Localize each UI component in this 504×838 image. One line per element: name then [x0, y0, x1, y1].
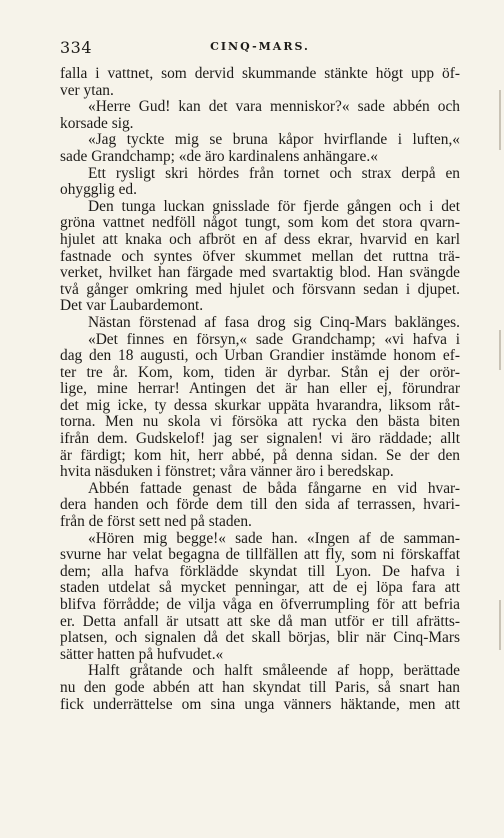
text-line: två gånger omkring med hjulet och försvann sedan i djupet. — [60, 281, 460, 298]
text-line: Ett rysligt skri hördes från tornet och strax derpå en — [88, 165, 460, 182]
text-line: lige, mine herrar! Antingen det är han eller ej, förundrar — [60, 381, 460, 398]
text-line: er. Detta anfall är utsatt att ske då man utför er till afrätts- — [60, 613, 460, 630]
page-edge-shadow — [499, 330, 501, 370]
text-line: Abbén fattade genast de båda fångarne en vid hvar- — [88, 480, 460, 497]
text-line: verket, hvilket han färgade med svartaktig blod. Han svängde — [60, 265, 460, 282]
text-line: nu den gode abbén att han skyndat till Paris, så snart han — [60, 679, 460, 696]
text-line: blifva förrådde; de vilja våga en öfverrumpling för att befria — [60, 597, 460, 613]
text-line: gröna vattnet nedföll något tungt, som kom det stora qvarn- — [60, 215, 460, 232]
text-line: svurne har velat begagna de tillfällen att fly, som ni förskaffat — [60, 547, 460, 564]
text-line: «Jag tyckte mig se bruna kåpor hvirflande i luften,« — [88, 132, 460, 149]
text-line: ohygglig ed. — [60, 182, 137, 199]
text-line: det mig icke, ty dessa skurkar uppäta hvarandra, liksom råt- — [60, 397, 460, 414]
text-line: staden utdelat så mycket penningar, att de ej löpa fara att — [60, 580, 460, 597]
text-line: «Hören mig begge!« sade han. «Ingen af de samman- — [88, 530, 460, 547]
text-line: Den tunga luckan gnisslade för fjerde gången och i det — [88, 198, 460, 215]
text-line: «Det finnes en försyn,« sade Grandchamp; «vi hafva i — [88, 331, 460, 348]
page-edge-shadow — [499, 90, 501, 150]
text-line: platsen, och signalen då det skall börjas, blir när Cinq-Mars — [60, 630, 460, 647]
text-line: falla i vattnet, som dervid skummande stänkte högt upp öf- — [60, 66, 460, 82]
text-line: ver ytan. — [60, 82, 114, 99]
text-line: hjulet att knaka och afbröt en af dess ekrar, hvarvid en karl — [60, 231, 460, 248]
running-title: CINQ-MARS. — [210, 40, 310, 53]
text-line: Halft gråtande och halft småleende af hopp, berättade — [88, 663, 460, 680]
text-line: sätter hatten på hufvudet.« — [60, 646, 224, 663]
text-line: ter tre år. Kom, kom, tiden är dyrbar. Stån ej der orör- — [60, 364, 460, 381]
page-number: 334 — [60, 38, 93, 57]
page-edge-shadow — [499, 600, 501, 650]
text-line: Nästan förstenad af fasa drog sig Cinq-Mars baklänges. — [88, 314, 460, 331]
text-line: dag den 18 augusti, och Urban Grandier instämde honom ef- — [60, 348, 460, 365]
page-header — [60, 38, 460, 60]
text-line: är färdigt; kom hit, herr abbé, på denna sidan. Se der den — [60, 447, 460, 464]
text-line: dem; alla hafva förklädde skyndat till Lyon. De hafva i — [60, 563, 460, 580]
text-line: ifrån dem. Gudskelof! jag ser signalen! vi äro räddade; allt — [60, 431, 460, 448]
text-line: sade Grandchamp; «de äro kardinalens anhängare.« — [60, 148, 378, 165]
text-line: fick underrättelse om sina unga vänners häktande, men att — [60, 696, 460, 713]
text-line: dera handen och förde dem till den sida af terrassen, hvari- — [60, 497, 460, 514]
body-text — [60, 66, 460, 713]
text-line: från de först sett ned på staden. — [60, 514, 252, 531]
text-line: korsade sig. — [60, 115, 134, 132]
text-line: «Herre Gud! kan det vara menniskor?« sade abbén och — [88, 99, 460, 116]
text-line: hvita näsduken i fönstret; våra vänner äro i beredskap. — [60, 464, 394, 481]
text-line: Det var Laubardemont. — [60, 298, 204, 315]
text-line: torna. Men nu skola vi försöka att rycka den bästa biten — [60, 414, 460, 431]
text-line: fastnade och syntes öfver skummet mellan det ruttna trä- — [60, 248, 460, 265]
